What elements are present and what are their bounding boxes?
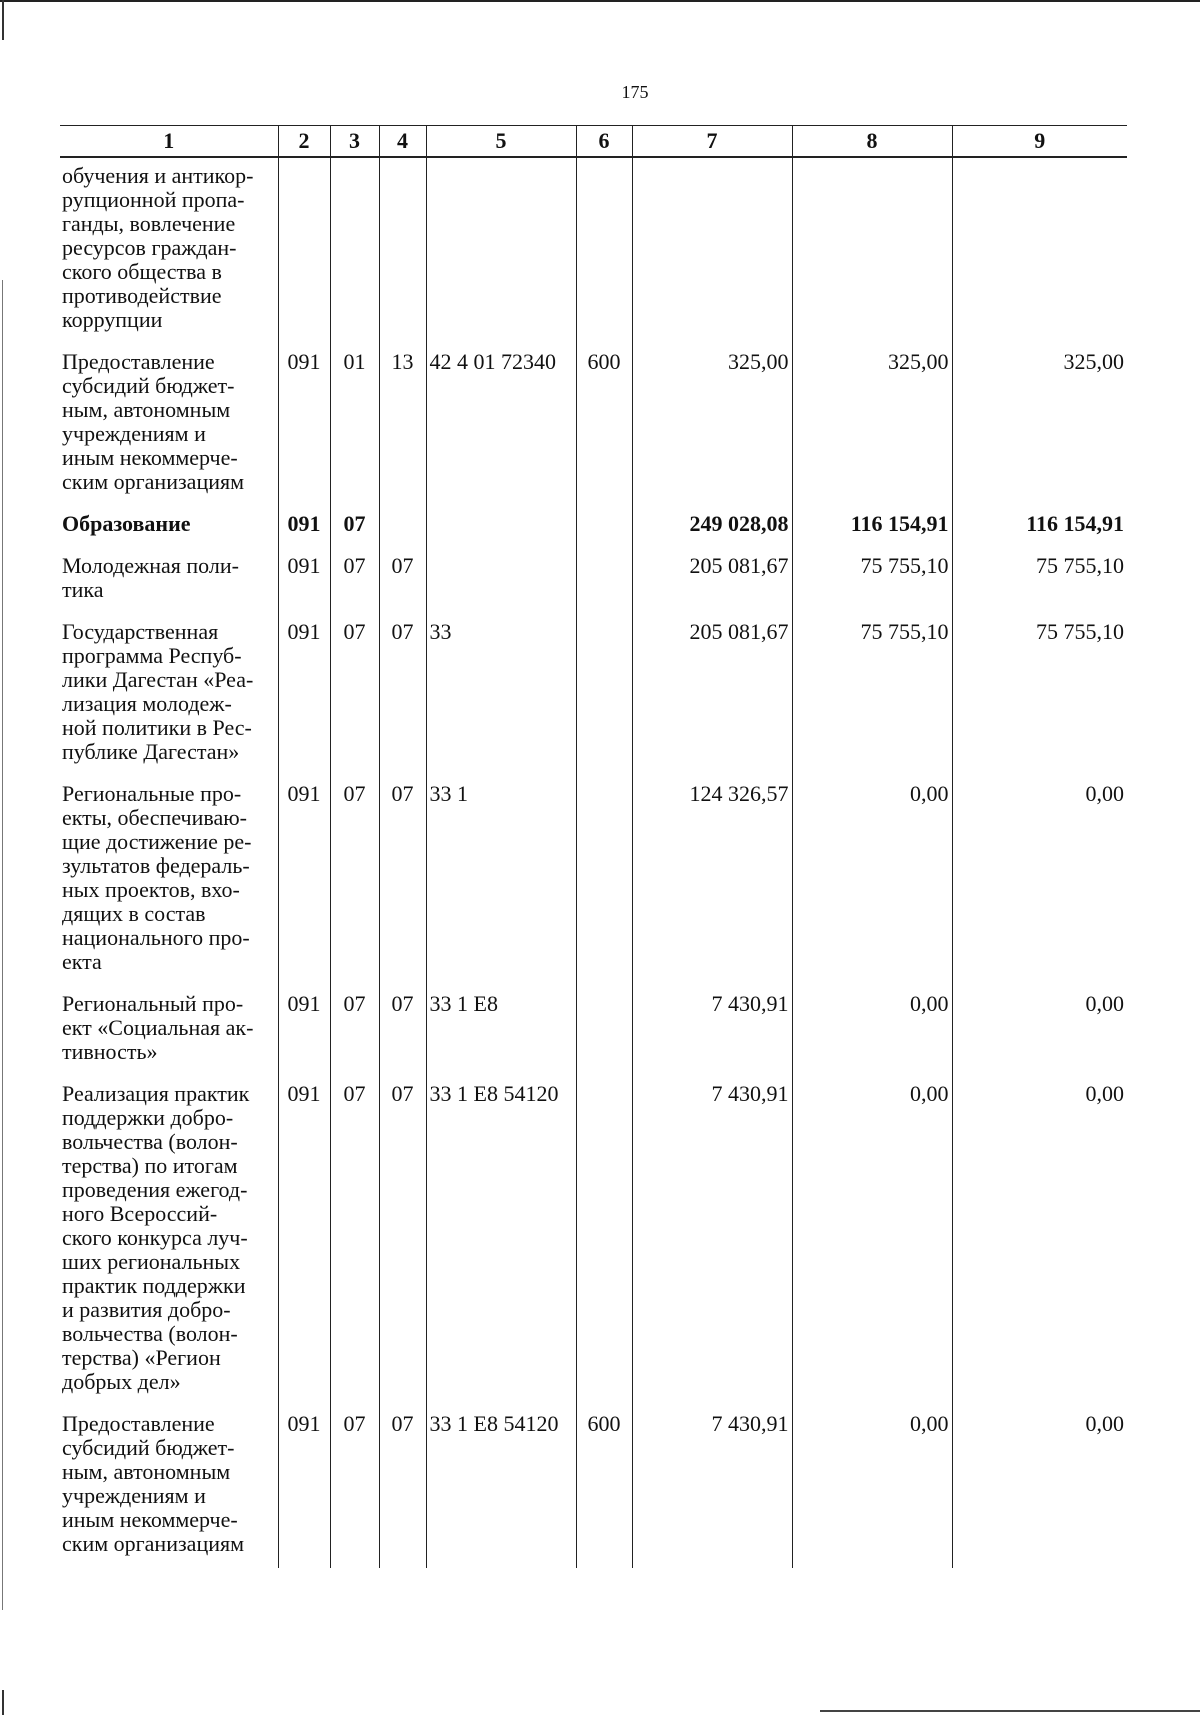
ministry-code: 091 [278,986,330,1076]
table-row [60,986,1127,1076]
ministry-code: 091 [278,1406,330,1568]
row-name: Реализация практик поддержки добро- вольчества (волон- терства) по итогам проведения ежегод- ного Всероссий- ского конкурса луч- ших региональных практик поддержки и развития добро- вольчества (волон- терства) «Регион добрых дел» [62,1081,250,1394]
column-header-7: 7 [632,126,792,158]
ministry-code: 091 [278,1076,330,1406]
amount-col8: 0,00 [792,986,952,1076]
amount-col9: 116 154,91 [952,506,1127,548]
target-article-code: 33 1 E8 54120 [426,1076,576,1406]
subsection-code: 07 [379,1076,426,1406]
expense-type-code [576,548,632,614]
table-row [60,1406,1127,1568]
ministry-code: 091 [278,548,330,614]
target-article-code [426,548,576,614]
row-name: Образование [62,511,191,536]
amount-col9: 0,00 [952,986,1127,1076]
table-row [60,157,1127,344]
target-article-code: 33 1 [426,776,576,986]
section-code: 07 [330,986,379,1076]
column-header-8: 8 [792,126,952,158]
column-header-4: 4 [379,126,426,158]
amount-col7: 7 430,91 [632,1076,792,1406]
amount-col8: 75 755,10 [792,548,952,614]
column-header-1: 1 [60,126,278,158]
subsection-code: 07 [379,776,426,986]
target-article-code: 33 1 E8 [426,986,576,1076]
ministry-code [278,157,330,344]
row-name: Государственная программа Респуб- лики Дагестан «Реа- лизация молодеж- ной политики в Рес- публике Дагестан» [62,619,254,764]
ministry-code: 091 [278,776,330,986]
amount-col9: 0,00 [952,1076,1127,1406]
amount-col9: 0,00 [952,1406,1127,1568]
scan-edge-left [2,0,4,40]
amount-col8: 325,00 [792,344,952,506]
expense-type-code [576,614,632,776]
target-article-code [426,506,576,548]
scan-edge-left [2,280,3,1610]
section-code: 07 [330,1076,379,1406]
table-row [60,1076,1127,1406]
amount-col8: 0,00 [792,776,952,986]
table-row [60,506,1127,548]
target-article-code: 33 [426,614,576,776]
target-article-code: 42 4 01 72340 [426,344,576,506]
subsection-code: 13 [379,344,426,506]
section-code: 07 [330,548,379,614]
subsection-code [379,506,426,548]
column-header-6: 6 [576,126,632,158]
amount-col9: 75 755,10 [952,548,1127,614]
amount-col9: 325,00 [952,344,1127,506]
subsection-code: 07 [379,986,426,1076]
expense-type-code [576,776,632,986]
target-article-code [426,157,576,344]
expense-type-code [576,986,632,1076]
amount-col7 [632,157,792,344]
table-row [60,776,1127,986]
row-name: Предоставление субсидий бюджет- ным, автономным учреждениям и иным некоммерче- ским организациям [62,1411,245,1556]
section-code: 07 [330,506,379,548]
ministry-code: 091 [278,344,330,506]
page-number: 175 [621,82,649,102]
ministry-code: 091 [278,614,330,776]
table-row [60,548,1127,614]
section-code: 07 [330,776,379,986]
amount-col7: 249 028,08 [632,506,792,548]
column-header-3: 3 [330,126,379,158]
amount-col8: 116 154,91 [792,506,952,548]
row-name: Предоставление субсидий бюджет- ным, автономным учреждениям и иным некоммерче- ским организациям [62,349,245,494]
row-name: обучения и антикор- рупционной пропа- ганды, вовлечение ресурсов граждан- ского общества в противодействие коррупции [62,163,254,332]
amount-col8 [792,157,952,344]
amount-col8: 0,00 [792,1076,952,1406]
section-code: 07 [330,614,379,776]
target-article-code: 33 1 E8 54120 [426,1406,576,1568]
expense-type-code [576,506,632,548]
subsection-code [379,157,426,344]
table-body [60,157,1127,1568]
amount-col7: 7 430,91 [632,1406,792,1568]
scan-edge-left [2,1690,4,1715]
amount-col7: 205 081,67 [632,548,792,614]
table-header-row [60,126,1127,158]
amount-col7: 7 430,91 [632,986,792,1076]
amount-col7: 325,00 [632,344,792,506]
section-code: 01 [330,344,379,506]
section-code [330,157,379,344]
column-header-2: 2 [278,126,330,158]
expense-type-code: 600 [576,344,632,506]
expense-type-code [576,157,632,344]
column-header-9: 9 [952,126,1127,158]
subsection-code: 07 [379,614,426,776]
amount-col9 [952,157,1127,344]
row-name: Региональный про- ект «Социальная ак- тивность» [62,991,254,1064]
budget-table [60,125,1127,1568]
expense-type-code [576,1076,632,1406]
expense-type-code: 600 [576,1406,632,1568]
amount-col7: 124 326,57 [632,776,792,986]
amount-col9: 75 755,10 [952,614,1127,776]
subsection-code: 07 [379,548,426,614]
row-name: Региональные про- екты, обеспечиваю- щие достижение ре- зультатов федераль- ных проектов, вхо- дящих в состав национального про- екта [62,781,252,974]
scan-edge-bottom [820,1710,1200,1712]
amount-col9: 0,00 [952,776,1127,986]
table-row [60,614,1127,776]
ministry-code: 091 [278,506,330,548]
row-name: Молодежная поли- тика [62,553,239,602]
amount-col8: 75 755,10 [792,614,952,776]
scan-edge-top [0,0,1200,2]
amount-col8: 0,00 [792,1406,952,1568]
subsection-code: 07 [379,1406,426,1568]
table-row [60,344,1127,506]
column-header-5: 5 [426,126,576,158]
section-code: 07 [330,1406,379,1568]
amount-col7: 205 081,67 [632,614,792,776]
